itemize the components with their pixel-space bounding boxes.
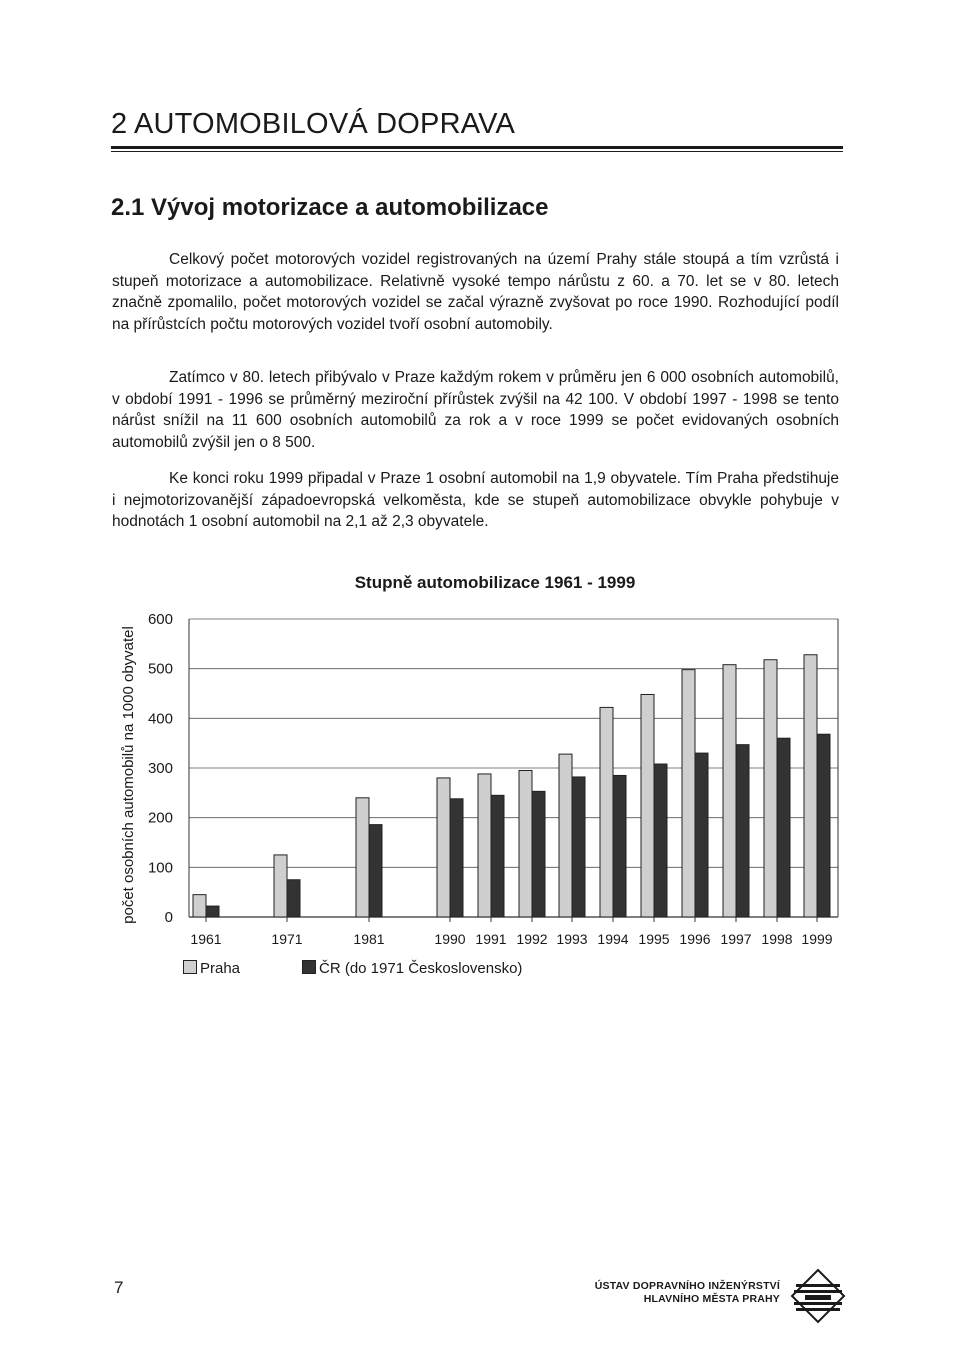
bar-praha-1995	[641, 694, 654, 917]
legend-label-praha: Praha	[200, 960, 241, 977]
paragraph-3: Ke konci roku 1999 připadal v Praze 1 osobní automobil na 1,9 obyvatele. Tím Praha předstihuje i nejmotorizovanější západoevropská velkoměsta, kde se stupeň automobilizace obvykle pohybuje v hodnotách 1 osobní automobil na 2,1 až 2,3 obyvatele.	[112, 470, 839, 530]
x-tick-label: 1993	[556, 931, 588, 947]
bar-cr-1992	[532, 791, 545, 917]
bar-cr-1996	[695, 753, 708, 917]
chart-y-ticks	[148, 611, 173, 926]
bar-cr-1994	[613, 775, 626, 917]
x-tick-label: 1961	[190, 931, 222, 947]
y-tick-label: 200	[147, 809, 173, 827]
bar-praha-1994	[600, 707, 613, 917]
institute-logo-icon	[790, 1268, 846, 1324]
x-tick-label: 1971	[271, 931, 303, 947]
y-tick-label: 300	[147, 760, 173, 777]
y-tick-label: 600	[147, 611, 173, 628]
bar-praha-1997	[723, 665, 736, 917]
bar-cr-1991	[491, 795, 504, 917]
paragraph-2: Zatímco v 80. letech přibývalo v Praze každým rokem v průměru jen 6 000 osobních automobilů, v období 1991 - 1996 se průměrný meziroční přírůstek zvýšil na 42 100. V období 1997 - 1998 se tento nárůst snížil na 11 600 osobních automobilů za rok a v roce 1999 se počet evidovaných osobních automobilů zvýšil jen o 8 500.	[112, 369, 839, 451]
organization-line-2: HLAVNÍHO MĚSTA PRAHY	[643, 1293, 780, 1305]
x-tick-label: 1997	[720, 931, 752, 947]
bar-praha-1971	[274, 855, 287, 917]
page-number: 7	[114, 1278, 124, 1297]
chart-x-ticks	[190, 917, 832, 947]
chapter-heading: 2 AUTOMOBILOVÁ DOPRAVA	[111, 108, 516, 140]
bar-praha-1991	[478, 774, 491, 917]
legend-swatch-cr	[302, 960, 316, 974]
legend-item-praha	[183, 960, 240, 977]
bar-praha-1990	[437, 778, 450, 917]
chart-title: Stupně automobilizace 1961 - 1999	[354, 573, 636, 592]
chart-bars	[193, 655, 830, 917]
y-tick-label: 100	[147, 859, 173, 877]
legend-item-cr	[302, 960, 522, 977]
section-heading: 2.1 Vývoj motorizace a automobilizace	[111, 194, 549, 221]
bar-praha-1961	[193, 895, 206, 917]
y-tick-label: 400	[147, 710, 173, 728]
legend-swatch-praha	[183, 960, 197, 974]
x-tick-label: 1990	[434, 931, 466, 947]
bar-cr-1995	[654, 764, 667, 917]
bar-praha-1993	[559, 754, 572, 917]
y-tick-label: 0	[164, 909, 173, 926]
bar-cr-1981	[369, 825, 382, 917]
bar-cr-1998	[777, 738, 790, 917]
organization-name	[595, 1280, 780, 1306]
bar-cr-1993	[572, 777, 585, 917]
x-tick-label: 1981	[353, 931, 385, 947]
y-axis-label: počet osobních automobilů na 1000 obyvatel	[120, 626, 137, 924]
x-tick-label: 1996	[679, 931, 711, 947]
bar-praha-1998	[764, 660, 777, 917]
x-tick-label: 1991	[475, 931, 507, 947]
bar-cr-1961	[206, 906, 219, 917]
bar-praha-1999	[804, 655, 817, 917]
bar-praha-1996	[682, 670, 695, 917]
bar-cr-1971	[287, 880, 300, 917]
y-tick-label: 500	[147, 660, 173, 678]
bar-praha-1981	[356, 798, 369, 917]
legend-label-cr: ČR (do 1971 Československo)	[319, 960, 523, 977]
paragraph-1: Celkový počet motorových vozidel registrovaných na území Prahy stále stoupá a tím vzrůstá i stupeň motorizace a automobilizace. Relativně vysoké tempo nárůstu z 60. a 70. let se v 80. letech značně zpomalilo, počet motorových vozidel se začal výrazně zvyšovat po roce 1990. Rozhodující podíl na přírůstcích počtu motorových vozidel tvoří osobní automobily.	[112, 251, 839, 333]
x-tick-label: 1992	[516, 931, 548, 947]
x-tick-label: 1999	[801, 931, 833, 947]
bar-cr-1990	[450, 799, 463, 917]
x-tick-label: 1995	[638, 931, 670, 947]
bar-cr-1999	[817, 734, 830, 917]
x-tick-label: 1998	[761, 931, 793, 947]
organization-line-1: ÚSTAV DOPRAVNÍHO INŽENÝRSTVÍ	[594, 1280, 780, 1292]
x-tick-label: 1994	[597, 931, 629, 947]
bar-cr-1997	[736, 745, 749, 917]
bar-praha-1992	[519, 770, 532, 917]
